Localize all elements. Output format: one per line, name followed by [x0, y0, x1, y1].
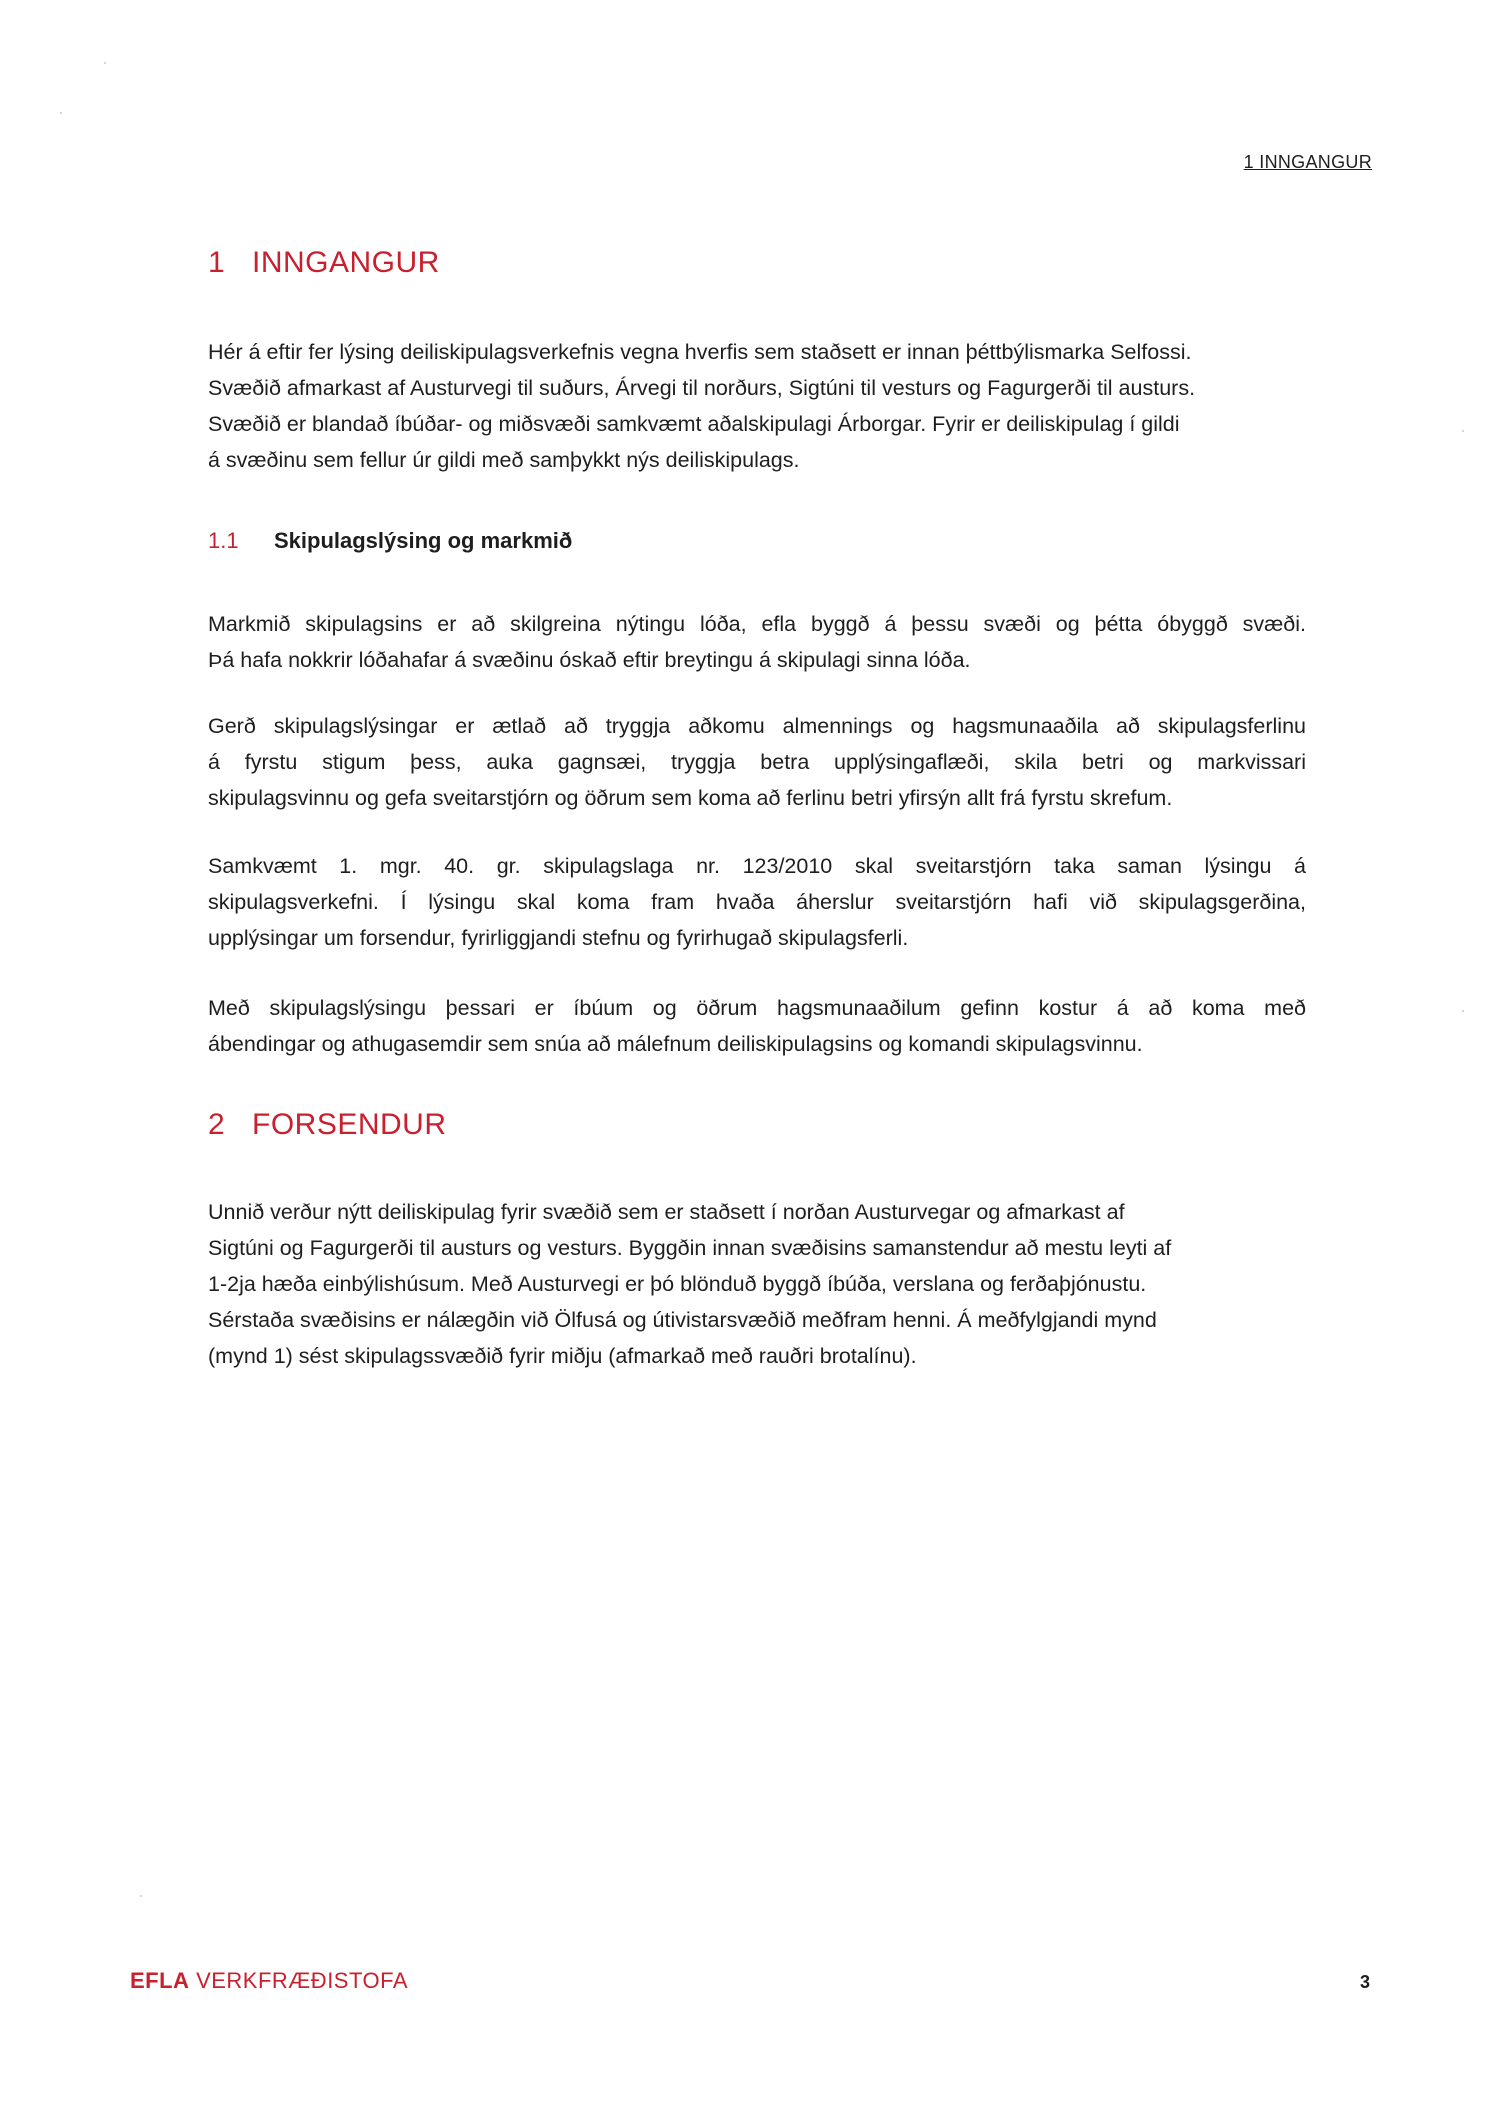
- subsection-heading: [208, 528, 572, 554]
- text-line: Markmið skipulagsins er að skilgreina nýtingu lóða, efla byggð á þessu svæði og þétta óbyggð svæði.: [208, 612, 1306, 636]
- text-line: á svæðinu sem fellur úr gildi með samþykkt nýs deiliskipulags.: [208, 448, 800, 472]
- running-header: 1 INNGANGUR: [1243, 152, 1372, 172]
- scan-speck: [1462, 430, 1464, 432]
- section-heading-1: [208, 246, 440, 280]
- paragraph-samkvaemt: [208, 848, 1306, 956]
- page-number: 3: [1359, 1972, 1370, 1992]
- paragraph-gerd: [208, 708, 1306, 816]
- paragraph-med: [208, 990, 1306, 1062]
- text-line: Svæðið er blandað íbúðar- og miðsvæði samkvæmt aðalskipulagi Árborgar. Fyrir er deiliskipulag í gildi: [208, 412, 1180, 436]
- section-title: INNGANGUR: [252, 246, 440, 279]
- text-line: Með skipulagslýsingu þessari er íbúum og öðrum hagsmunaaðilum gefinn kostur á að koma með: [208, 996, 1306, 1020]
- subsection-title: Skipulagslýsing og markmið: [274, 528, 573, 553]
- scan-speck: [60, 112, 62, 114]
- text-line: Hér á eftir fer lýsing deiliskipulagsverkefnis vegna hverfis sem staðsett er innan þéttbýlismarka Selfossi.: [208, 340, 1192, 364]
- scan-speck: [104, 62, 106, 64]
- brand-name: VERKFRÆÐISTOFA: [189, 1968, 409, 1993]
- text-line: (mynd 1) sést skipulagssvæðið fyrir miðju (afmarkað með rauðri brotalínu).: [208, 1344, 917, 1368]
- paragraph-forsendur: [208, 1194, 1306, 1374]
- section-number: 2: [208, 1108, 226, 1141]
- text-line: Unnið verður nýtt deiliskipulag fyrir svæðið sem er staðsett í norðan Austurvegar og afmarkast af: [208, 1200, 1125, 1224]
- text-line: skipulagsverkefni. Í lýsingu skal koma fram hvaða áherslur sveitarstjórn hafi við skipulagsgerðina,: [208, 890, 1306, 914]
- text-line: Þá hafa nokkrir lóðahafar á svæðinu óskað eftir breytingu á skipulagi sinna lóða.: [208, 648, 971, 672]
- section-title: FORSENDUR: [252, 1108, 447, 1141]
- subsection-number: 1.1: [208, 528, 239, 553]
- text-line: upplýsingar um forsendur, fyrirliggjandi stefnu og fyrirhugað skipulagsferli.: [208, 926, 909, 950]
- brand-mark: EFLA: [130, 1968, 190, 1993]
- text-line: Svæðið afmarkast af Austurvegi til suðurs, Árvegi til norðurs, Sigtúni til vesturs og Fagurgerði til austurs.: [208, 376, 1196, 400]
- text-line: Sigtúni og Fagurgerði til austurs og vesturs. Byggðin innan svæðisins samanstendur að mestu leyti af: [208, 1236, 1172, 1260]
- text-line: ábendingar og athugasemdir sem snúa að málefnum deiliskipulagsins og komandi skipulagsvinnu.: [208, 1032, 1143, 1056]
- scan-speck: [140, 1895, 142, 1897]
- text-line: á fyrstu stigum þess, auka gagnsæi, tryggja betra upplýsingaflæði, skila betri og markvissari: [208, 750, 1306, 774]
- paragraph-intro: [208, 334, 1306, 478]
- text-line: Gerð skipulagslýsingar er ætlað að tryggja aðkomu almennings og hagsmunaaðila að skipulagsferlinu: [208, 714, 1306, 738]
- footer-logo: [130, 1968, 408, 1994]
- section-heading-2: [208, 1108, 447, 1142]
- paragraph-markmid: [208, 606, 1306, 678]
- text-line: 1-2ja hæða einbýlishúsum. Með Austurvegi er þó blönduð byggð íbúða, verslana og ferðaþjónustu.: [208, 1272, 1147, 1296]
- text-line: skipulagsvinnu og gefa sveitarstjórn og öðrum sem koma að ferlinu betri yfirsýn allt frá fyrstu skrefum.: [208, 786, 1173, 810]
- text-line: Sérstaða svæðisins er nálægðin við Ölfusá og útivistarsvæðið meðfram henni. Á meðfylgjandi mynd: [208, 1308, 1157, 1332]
- scan-speck: [1462, 1010, 1464, 1012]
- section-number: 1: [208, 246, 226, 279]
- text-line: Samkvæmt 1. mgr. 40. gr. skipulagslaga nr. 123/2010 skal sveitarstjórn taka saman lýsingu á: [208, 854, 1306, 878]
